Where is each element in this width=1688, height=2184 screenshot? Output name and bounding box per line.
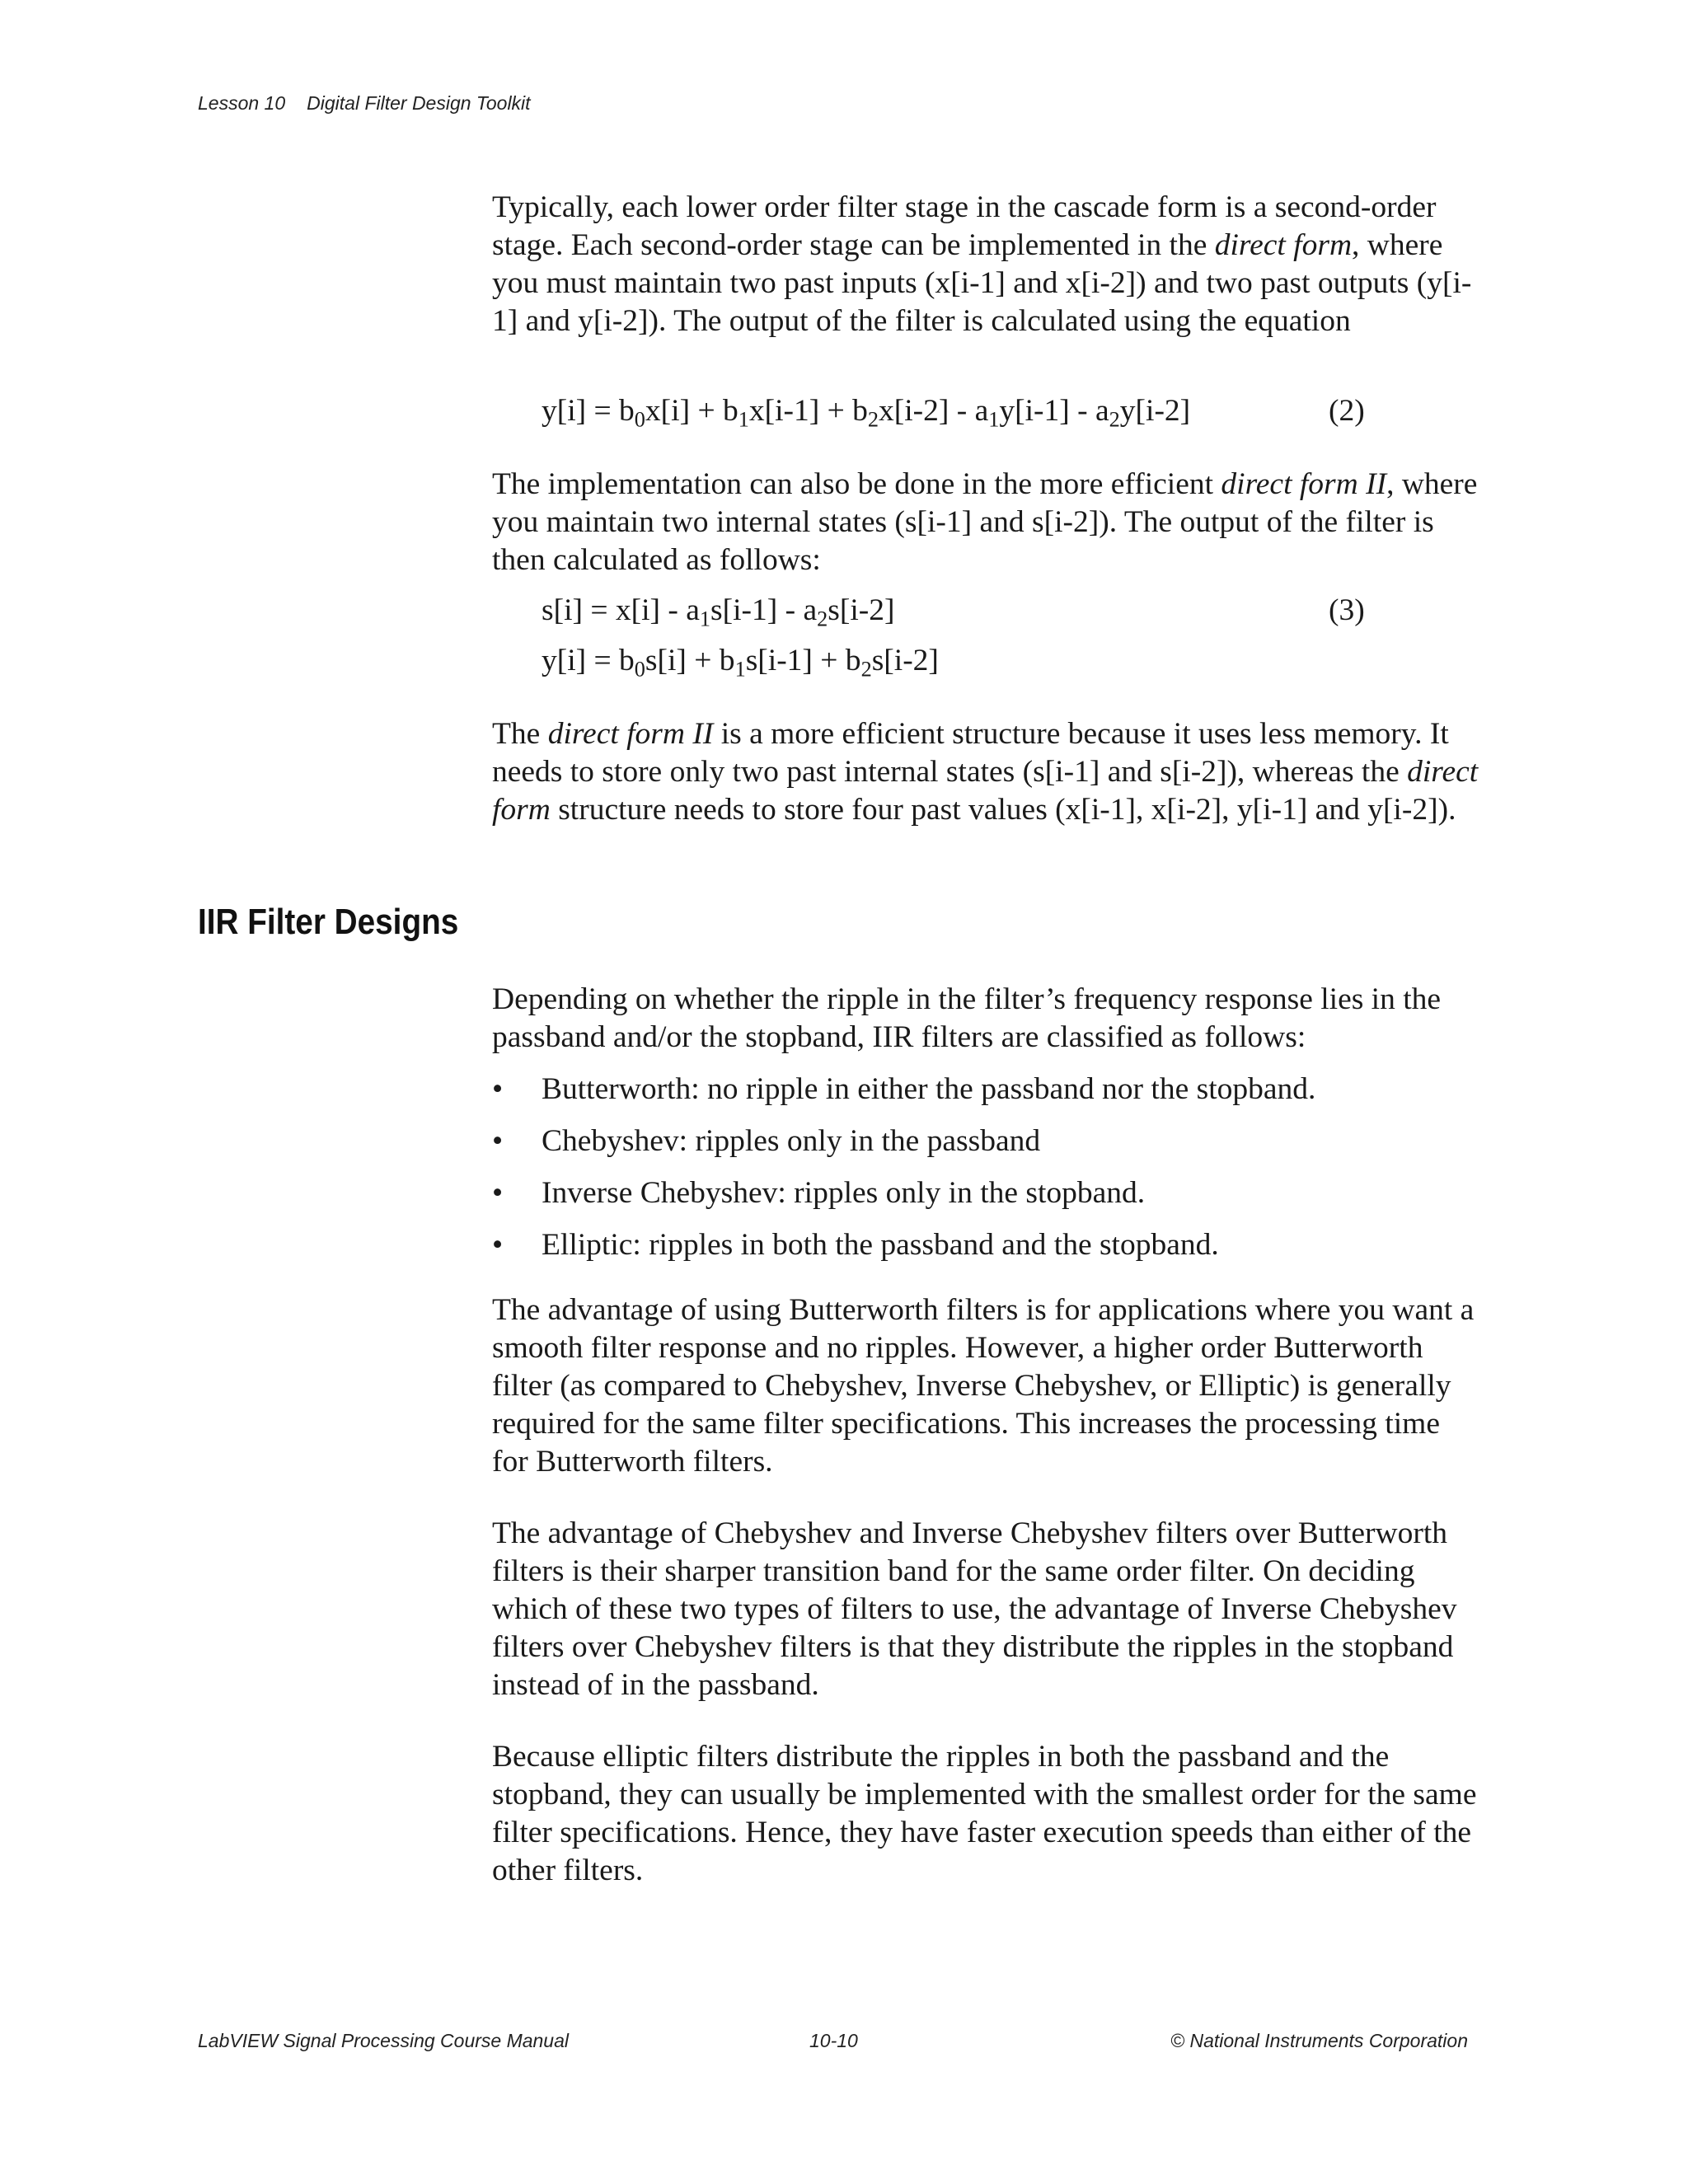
bullet-icon: •	[492, 1124, 504, 1158]
filter-type-list	[492, 1071, 1481, 1278]
list-item-text: Butterworth: no ripple in either the passband nor the stopband.	[542, 1072, 1316, 1106]
paragraph-elliptic	[492, 1738, 1481, 1890]
emphasis-direct-form: direct form	[1214, 228, 1353, 262]
list-item	[492, 1122, 1481, 1160]
bullet-icon: •	[492, 1072, 504, 1106]
text-run: , where you maintain two internal states (s[i-1] and s[i-2]). The output of the filter is then calculated as follows:	[492, 467, 1478, 577]
equation-2: $y[i] = b_0x[i] + b_1x[i-1] + b_2x[i-2] - a_1y[i-1] - a_2y[i-2]$	[542, 394, 1191, 432]
section-heading: IIR Filter Designs	[198, 902, 459, 942]
list-item	[492, 1071, 1481, 1108]
bullet-icon: •	[492, 1228, 504, 1262]
emphasis-direct-form: direct form	[492, 755, 1479, 827]
equation-number-2: (2)	[1329, 394, 1365, 428]
paragraph-efficiency	[492, 715, 1481, 829]
equation-3b: $y[i] = b_0s[i] + b_1s[i-1] + b_2s[i-2]$	[542, 644, 939, 682]
list-item-text: Elliptic: ripples in both the passband and the stopband.	[542, 1228, 1219, 1262]
text-run: Depending on whether the ripple in the filter’s frequency response lies in the passband and/or the stopband, IIR filters are classified as follows:	[492, 982, 1442, 1054]
paragraph-butterworth	[492, 1291, 1481, 1481]
lesson-label: Lesson 10	[198, 92, 286, 114]
text-run: The	[492, 717, 548, 751]
text-run: , where you must maintain two past inputs (x[i-1] and x[i-2]) and two past outputs (y[i-1] and y[i-2]). The output of the filter is calculated using the equation	[492, 228, 1472, 338]
text-run: Because elliptic filters distribute the ripples in both the passband and the stopband, they can usually be implemented with the smallest order for the same filter specifications. Hence, they have faster execution speeds than either of the other filters.	[492, 1740, 1477, 1887]
emphasis-direct-form-ii: direct form II	[1221, 467, 1387, 501]
equation-number-3: (3)	[1329, 593, 1365, 627]
text-run: Typically, each lower order filter stage in the cascade form is a second-order stage. Each second-order stage can be implemented in the	[492, 190, 1437, 262]
paragraph-chebyshev	[492, 1515, 1481, 1704]
list-item	[492, 1174, 1481, 1212]
list-item-text: Chebyshev: ripples only in the passband	[542, 1124, 1041, 1158]
list-item	[492, 1226, 1481, 1264]
paragraph-direct-form-ii	[492, 466, 1481, 579]
bullet-icon: •	[492, 1176, 504, 1210]
paragraph-classification	[492, 981, 1481, 1057]
text-run: The implementation can also be done in the more efficient	[492, 467, 1221, 501]
text-run: is a more efficient structure because it uses less memory. It needs to store only two past internal states (s[i-1] and s[i-2]), whereas the	[492, 717, 1449, 789]
list-item-text: Inverse Chebyshev: ripples only in the stopband.	[542, 1176, 1146, 1210]
text-run: The advantage of Chebyshev and Inverse Chebyshev filters over Butterworth filters is their sharper transition band for the same order filter. On deciding which of these two types of filters to use, the advantage of Inverse Chebyshev filters over Chebyshev filters is that they distribute the ripples in the stopband instead of in the passband.	[492, 1516, 1457, 1702]
lesson-title: Digital Filter Design Toolkit	[307, 92, 531, 114]
footer-manual: LabVIEW Signal Processing Course Manual	[198, 2030, 570, 2051]
equation-3a: $s[i] = x[i] - a_1s[i-1] - a_2s[i-2]$	[542, 593, 895, 631]
text-run: structure needs to store four past values (x[i-1], x[i-2], y[i-1] and y[i-2]).	[550, 793, 1456, 827]
footer-copyright: © National Instruments Corporation	[1170, 2030, 1468, 2051]
emphasis-direct-form-ii: direct form II	[547, 717, 714, 751]
running-header	[198, 92, 531, 115]
paragraph-cascade-form	[492, 189, 1481, 340]
text-run: The advantage of using Butterworth filters is for applications where you want a smooth filter response and no ripples. However, a higher order Butterworth filter (as compared to Chebyshev, Inverse Chebyshev, or Elliptic) is generally required for the same filter specifications. This increases the processing time for Butterworth filters.	[492, 1293, 1475, 1479]
footer-page-number: 10-10	[809, 2030, 858, 2051]
